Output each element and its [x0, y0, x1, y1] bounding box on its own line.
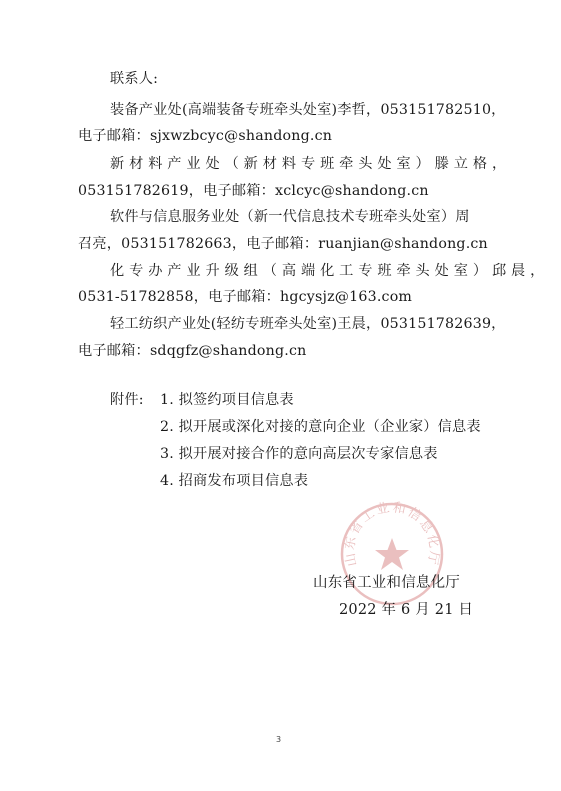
- contact-line: 化 专 办 产 业 升 级 组 （ 高 端 化 工 专 班 牵 头 处 室 ） 邱 晨 ，: [110, 263, 545, 279]
- signature-date: 2022 年 6 月 21 日: [339, 602, 474, 618]
- contact-line: 电子邮箱：sdqgfz@shandong.cn: [78, 343, 307, 359]
- signature-organization: 山东省工业和信息化厅: [313, 575, 460, 591]
- contact-line: 软件与信息服务业处（新一代信息技术专班牵头处室）周: [110, 209, 470, 225]
- page-number: 3: [276, 735, 282, 744]
- contact-line: 装备产业处(高端装备专班牵头处室)李哲，053151782510，: [110, 102, 506, 118]
- contact-line: 轻工纺织产业处(轻纺专班牵头处室)王晨，053151782639，: [110, 316, 506, 332]
- attachments-label: 附件:: [110, 392, 144, 408]
- attachment-item: 2. 拟开展或深化对接的意向企业（企业家）信息表: [160, 419, 481, 435]
- attachment-item: 3. 拟开展对接合作的意向高层次专家信息表: [160, 446, 438, 462]
- star-icon: [375, 538, 409, 570]
- seal-text: 山东省工业和信息化厅: [342, 500, 442, 568]
- contact-line: 053151782619，电子邮箱：xclcyc@shandong.cn: [78, 183, 429, 199]
- attachment-item: 1. 拟签约项目信息表: [160, 392, 294, 408]
- contact-line: 新 材 料 产 业 处 （ 新 材 料 专 班 牵 头 处 室 ） 滕 立 格 ，: [110, 156, 507, 172]
- contact-line: 0531-51782858，电子邮箱：hgcysjz@163.com: [78, 289, 413, 305]
- contact-line: 召亮，053151782663，电子邮箱：ruanjian@shandong.cn: [78, 236, 488, 252]
- contact-line: 电子邮箱：sjxwzbcyc@shandong.cn: [78, 128, 333, 144]
- contacts-heading: 联系人:: [110, 71, 159, 87]
- attachment-item: 4. 招商发布项目信息表: [160, 473, 309, 489]
